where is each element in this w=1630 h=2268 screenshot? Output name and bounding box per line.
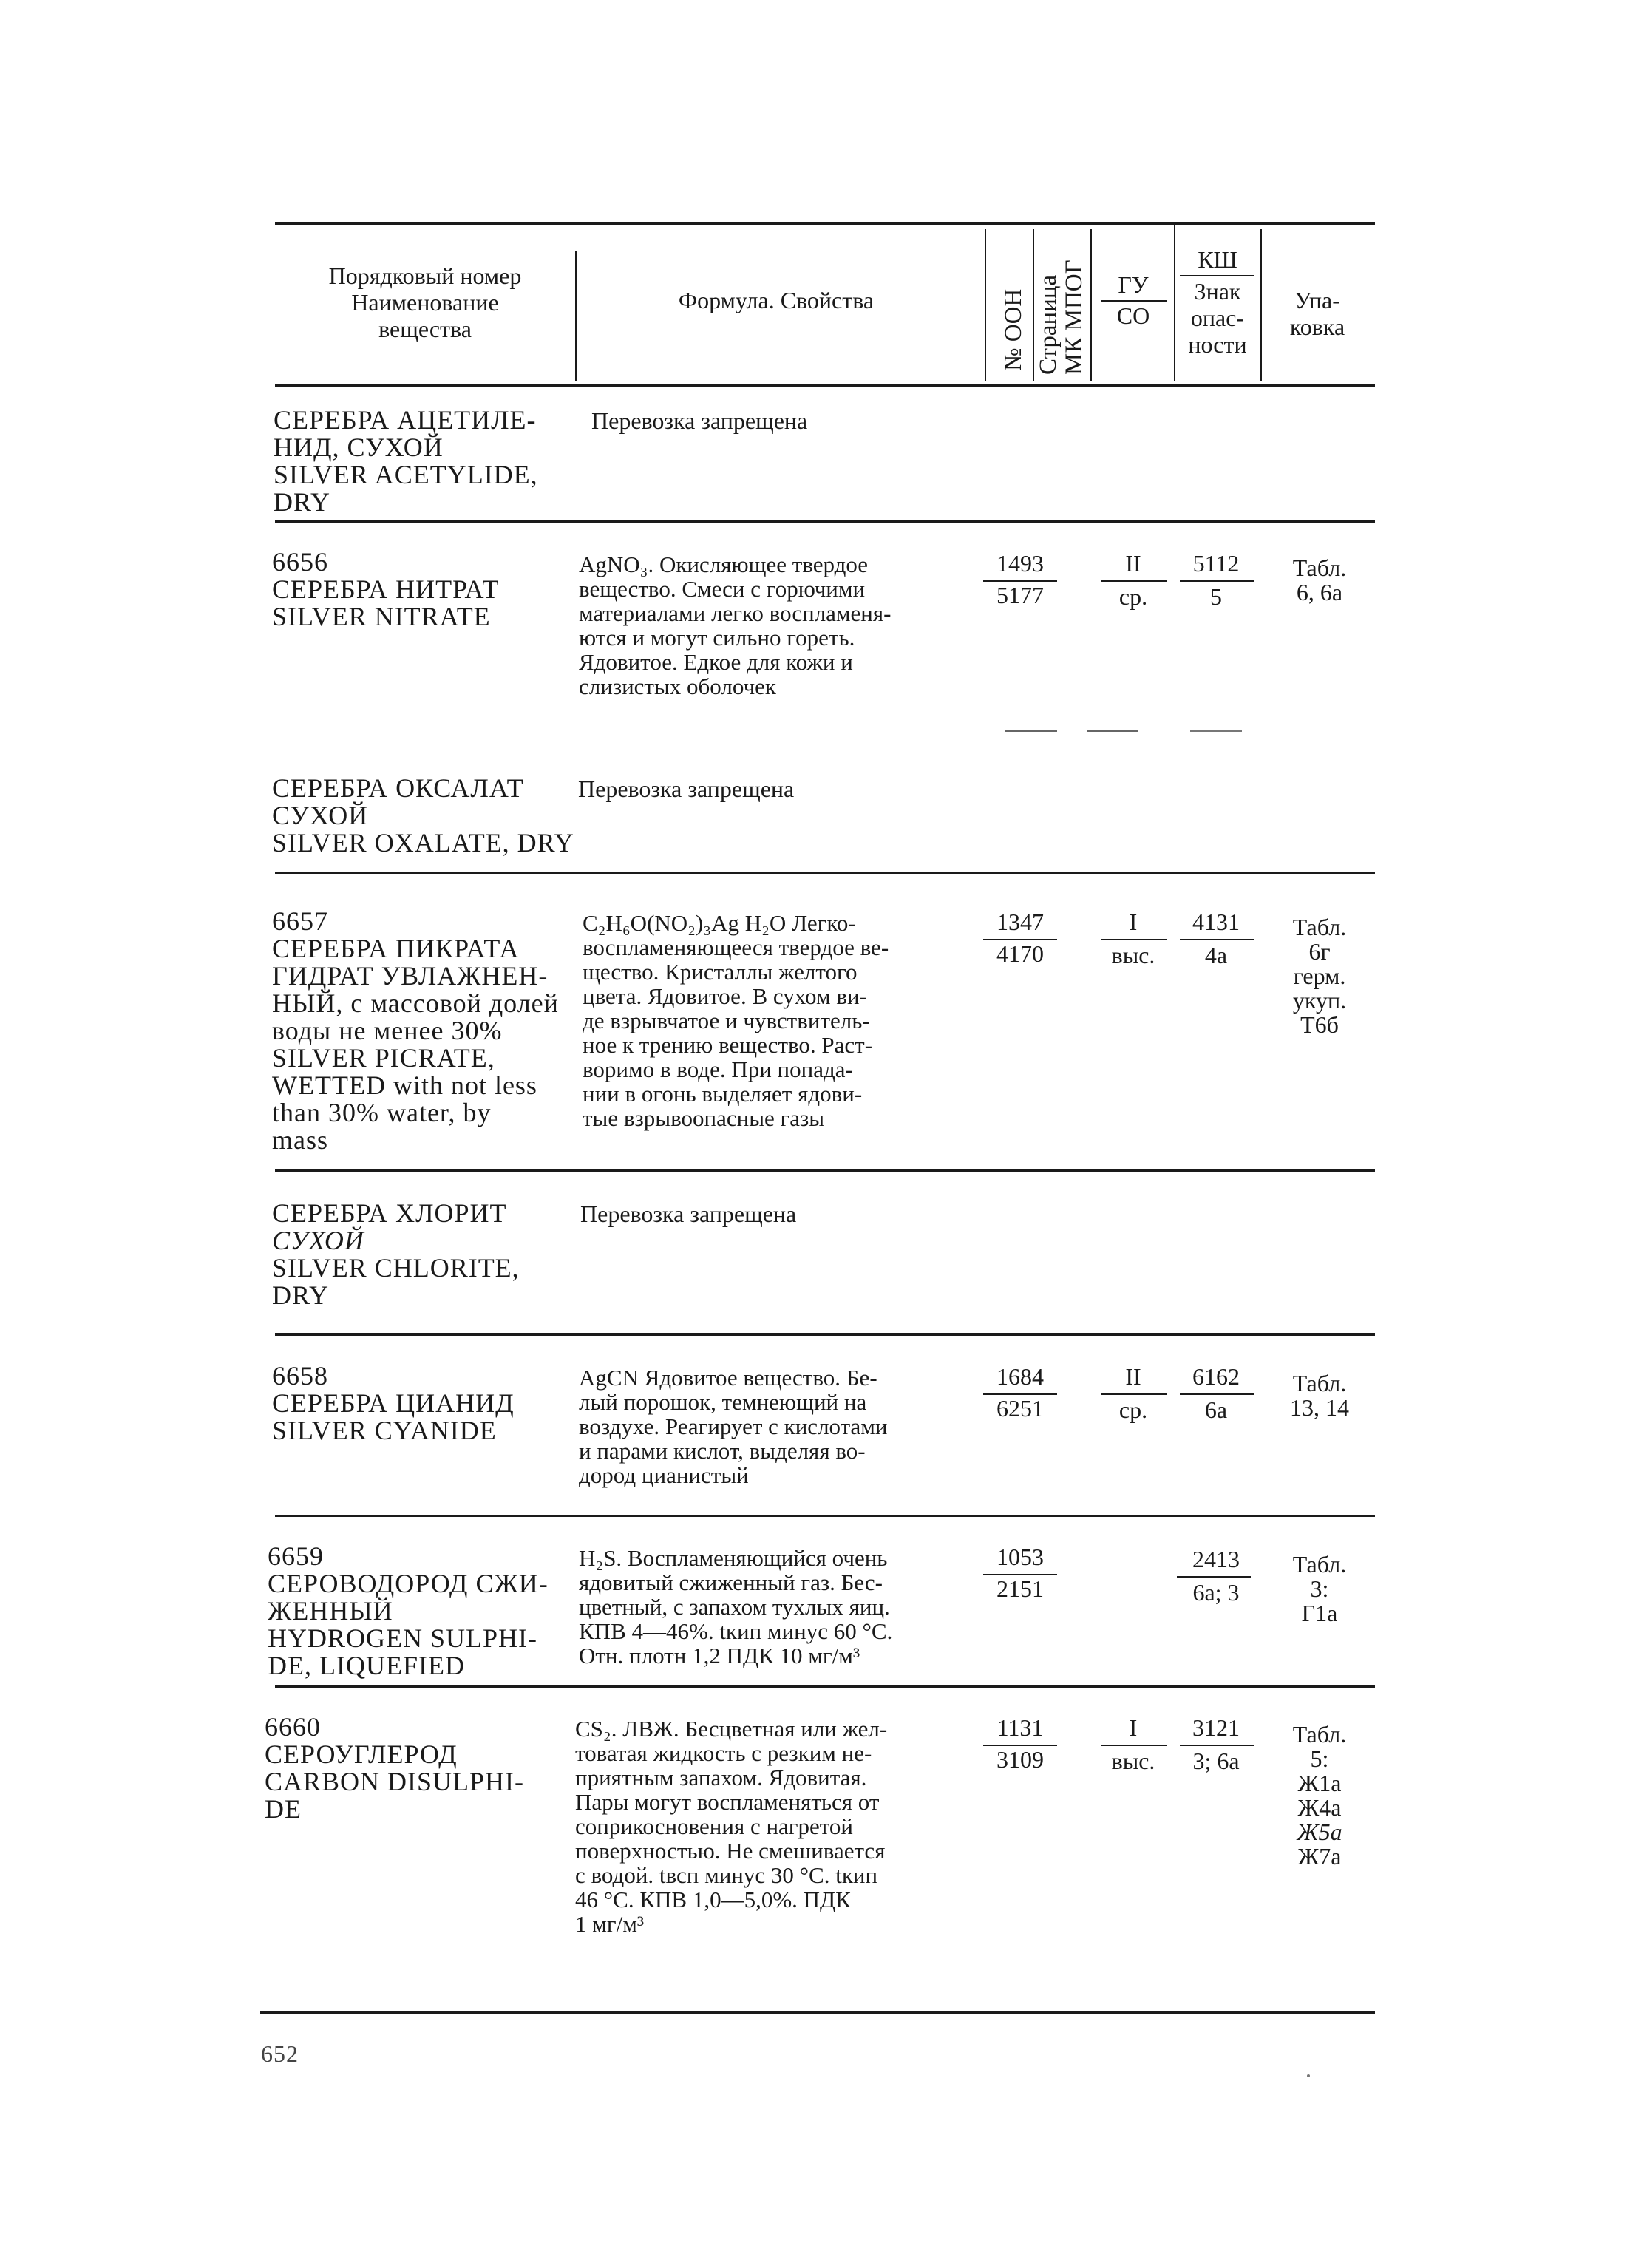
pack-line: 5: [1310,1745,1329,1772]
prop-line: Пары могут воспламеняться от [575,1789,880,1815]
fraction-line [1180,1393,1254,1395]
header-divider [1174,222,1175,381]
header-gu: ГУ [1118,271,1149,298]
header-sign-line: ности [1188,331,1247,358]
name-line: DRY [272,1280,330,1310]
prop-line: и парами кислот, выделяя во- [579,1438,866,1464]
name-line: than 30% water, by [272,1098,492,1127]
pack-line: герм. [1293,962,1346,989]
prop-line: воспламеняющееся твердое ве- [583,934,889,960]
transport-prohibited: Перевозка запрещена [578,775,795,802]
un-number: 1131 [996,1714,1044,1741]
name-line: SILVER OXALATE, DRY [272,828,574,858]
pack-line: Табл. [1292,1721,1347,1748]
prop-line: щество. Кристаллы желтого [583,959,858,985]
hazard-sign: 5 [1210,583,1222,610]
ksh-value: 4131 [1192,909,1240,935]
mk-page: 2151 [996,1575,1044,1602]
pack-line: Табл. [1292,1551,1347,1578]
properties [579,1365,982,1487]
name-line: СЕРЕБРА ЦИАНИД [272,1388,515,1418]
pack-line: укуп. [1292,987,1347,1014]
header-fraction-line [1101,300,1167,302]
substance-entry [272,1362,515,1444]
row-separator [275,872,1375,874]
name-line: SILVER CHLORITE, [272,1253,520,1283]
name-line: HYDROGEN SULPHI- [268,1623,537,1653]
header-ksh: КШ [1198,246,1237,273]
row-separator [275,1169,1375,1172]
header-fraction-line [1180,275,1254,276]
name-line: SILVER NITRATE [272,602,491,631]
prop-line: воримо в воде. При попада- [583,1056,853,1082]
speck [1307,2074,1310,2077]
un-number: 1347 [996,909,1044,935]
prop-line: 1 мг/м³ [575,1911,645,1937]
packaging [1268,1371,1371,1420]
un-number: 1053 [996,1544,1044,1570]
properties [579,552,982,699]
substance-name [272,775,574,857]
gu-value: II [1125,550,1141,577]
substance-name [274,407,569,516]
fraction-line [1101,580,1167,582]
substance-entry [268,1543,571,1680]
properties [575,1717,982,1936]
name-line: DRY [274,487,331,517]
prop-line: материалами легко воспламеня- [579,600,892,626]
hazard-sign: 6а [1204,1396,1228,1423]
name-line [272,1227,568,1254]
substance-entry [272,908,575,1154]
packaging [1268,1552,1371,1626]
header-divider [575,251,577,381]
prop-line: Ядовитое. Едкое для кожи и [579,649,853,675]
fraction-line [1101,1393,1167,1395]
hazard-sign: 3; 6а [1192,1748,1240,1774]
bottom-rule [260,2011,1375,2014]
header-name-line: Наименование [351,289,499,316]
pack-line: Ж4а [1297,1794,1342,1821]
transport-prohibited: Перевозка запрещена [591,407,808,434]
prop-line: C₂H₆O(NO₂)₃Ag H₂O Легко- [583,910,856,936]
row-separator [275,1685,1375,1688]
entry-number: 6660 [265,1712,321,1742]
name-line: СЕРЕБРА ХЛОРИТ [272,1198,507,1228]
header-sign-line: опас- [1190,305,1245,331]
pack-line-italic: Ж5а [1297,1819,1342,1845]
name-line: SILVER ACETYLIDE, [274,460,538,489]
name-line: СЕРОВОДОРОД СЖИ- [268,1569,549,1598]
un-number: 1493 [996,550,1044,577]
header-sign [1177,278,1258,358]
page-number: 652 [261,2040,299,2067]
mk-page: 3109 [996,1746,1044,1773]
ksh-value: 3121 [1192,1714,1240,1741]
name-line: WETTED with not less [272,1070,537,1100]
properties [583,911,982,1130]
gu-value: I [1129,909,1138,935]
hazard-sign: 4а [1204,942,1228,968]
name-line: SILVER CYANIDE [272,1416,497,1445]
ksh-value: 5112 [1192,550,1240,577]
transport-prohibited: Перевозка запрещена [580,1201,797,1227]
prop-line: AgCN Ядовитое вещество. Бе- [579,1365,877,1391]
trail-mark [1190,730,1242,732]
prop-line: слизистых оболочек [579,673,776,699]
header-page-line-2: МК МПОГ [1061,259,1087,375]
hazard-sign: 6а; 3 [1192,1579,1240,1606]
name-line: SILVER PICRATE, [272,1043,495,1073]
prop-line: де взрывчатое и чувствитель- [583,1008,870,1033]
name-line: DE, LIQUEFIED [268,1651,465,1680]
row-separator [275,1333,1375,1336]
fraction-line [1101,939,1167,940]
pack-line: Ж7а [1297,1843,1342,1870]
pack-line: 3: [1310,1575,1329,1602]
name-line: ЖЕННЫЙ [268,1596,393,1626]
header-pack-line: Упа- [1294,287,1340,313]
header-name-line: Порядковый номер [328,262,522,289]
prop-line: с водой. tвсп минус 30 °С. tкип [575,1862,878,1888]
name-line-italic: СУХОЙ [272,1226,364,1255]
prop-line: ное к трению вещество. Раст- [583,1032,873,1058]
pack-line: Табл. [1292,1370,1347,1396]
row-separator [275,1515,1375,1517]
prop-line: поверхностью. Не смешивается [575,1838,886,1864]
ksh-value: 2413 [1192,1546,1240,1572]
prop-line: воздухе. Реагирует с кислотами [579,1413,888,1439]
name-line: воды не менее 30% [272,1016,503,1045]
fraction-line [1177,1576,1251,1578]
name-line: mass [272,1125,328,1155]
fraction-line [1180,939,1254,940]
substance-entry [272,549,499,631]
pack-line: Табл. [1292,914,1347,940]
name-line: СЕРОУГЛЕРОД [265,1739,458,1769]
mk-page: 4170 [996,940,1044,967]
entry-number: 6659 [268,1541,324,1571]
pack-line: Табл. [1292,554,1347,581]
top-rule [275,222,1375,225]
prop-line: товатая жидкость с резким не- [575,1740,872,1766]
prop-line: H₂S. Воспламеняющийся очень [579,1545,888,1571]
prop-line: дород цианистый [579,1462,749,1488]
name-line: СУХОЙ [272,801,369,830]
pack-line: 13, 14 [1290,1394,1349,1421]
header-co: СО [1116,302,1150,329]
header-page-line-1: Страница [1035,274,1062,375]
header-name-line: вещества [378,316,472,342]
co-value: ср. [1118,583,1148,610]
name-line: НИД, СУХОЙ [274,432,444,462]
prop-line: AgNO₃. Окисляющее твердое [579,551,869,577]
header-sign-line: Знак [1194,278,1241,305]
name-line: СЕРЕБРА ОКСАЛАТ [272,773,524,803]
entry-number: 6658 [272,1361,328,1391]
prop-line: нии в огонь выделяет ядови- [583,1081,863,1107]
co-value: выс. [1111,942,1155,968]
prop-line: КПВ 4—46%. tкип минус 60 °С. [579,1618,893,1644]
mk-page: 5177 [996,582,1044,608]
header-pack-line: ковка [1289,313,1345,340]
name-line: DE [265,1794,302,1824]
fraction-line [1180,1745,1254,1746]
header-formula-column: Формула. Свойства [678,287,875,313]
prop-line: 46 °С. КПВ 1,0—5,0%. ПДК [575,1887,851,1912]
header-divider [1033,229,1034,381]
name-line: CARBON DISULPHI- [265,1767,525,1796]
name-line: СЕРЕБРА АЦЕТИЛЕ- [274,405,537,435]
entry-number: 6656 [272,547,328,577]
row-separator [275,520,1375,523]
properties [579,1546,982,1668]
prop-line: ядовитый сжиженный газ. Бес- [579,1569,883,1595]
pack-line: Г1а [1301,1600,1338,1626]
entry-number: 6657 [272,906,328,936]
name-line: НЫЙ, с массовой долей [272,988,559,1018]
header-divider [985,229,986,381]
fraction-line [1180,580,1254,582]
header-name-column [277,262,573,342]
pack-line: Т6б [1300,1011,1339,1038]
pack-line: Ж1а [1297,1770,1342,1796]
mk-page: 6251 [996,1395,1044,1422]
prop-line: цвета. Ядовитое. В сухом ви- [583,983,867,1009]
fraction-line [1101,1745,1167,1746]
un-number: 1684 [996,1363,1044,1390]
ksh-value: 6162 [1192,1363,1240,1390]
trail-mark [1087,730,1138,732]
header-un-number: № ООН [1000,288,1027,371]
prop-line: лый порошок, темнеющий на [579,1389,867,1415]
trail-mark [1005,730,1057,732]
gu-value: II [1125,1363,1141,1390]
substance-entry [265,1714,568,1823]
header-divider [1260,229,1262,381]
header-bottom-rule [275,384,1375,387]
prop-line: тые взрывоопасные газы [583,1105,825,1131]
header-pack [1266,287,1369,340]
header-divider [1090,229,1092,381]
packaging [1268,556,1371,605]
name-line: СЕРЕБРА НИТРАТ [272,574,500,604]
name-line: СЕРЕБРА ПИКРАТА [272,934,520,963]
substance-name [272,1200,568,1309]
co-value: выс. [1111,1748,1155,1774]
pack-line: 6г [1308,938,1331,965]
prop-line: ются и могут сильно гореть. [579,625,855,651]
prop-line: CS₂. ЛВЖ. Бесцветная или жел- [575,1716,888,1742]
prop-line: цветный, с запахом тухлых яиц. [579,1594,890,1620]
co-value: ср. [1118,1396,1148,1423]
pack-line [1268,1820,1371,1844]
packaging [1268,1722,1371,1869]
prop-line: Отн. плотн 1,2 ПДК 10 мг/м³ [579,1643,860,1668]
packaging [1268,915,1371,1037]
prop-line: соприкосновения с нагретой [575,1813,854,1839]
gu-value: I [1129,1714,1138,1741]
prop-line: вещество. Смеси с горючими [579,576,866,602]
prop-line: приятным запахом. Ядовитая. [575,1765,867,1790]
pack-line: 6, 6а [1296,579,1343,605]
name-line: ГИДРАТ УВЛАЖНЕН- [272,961,549,991]
